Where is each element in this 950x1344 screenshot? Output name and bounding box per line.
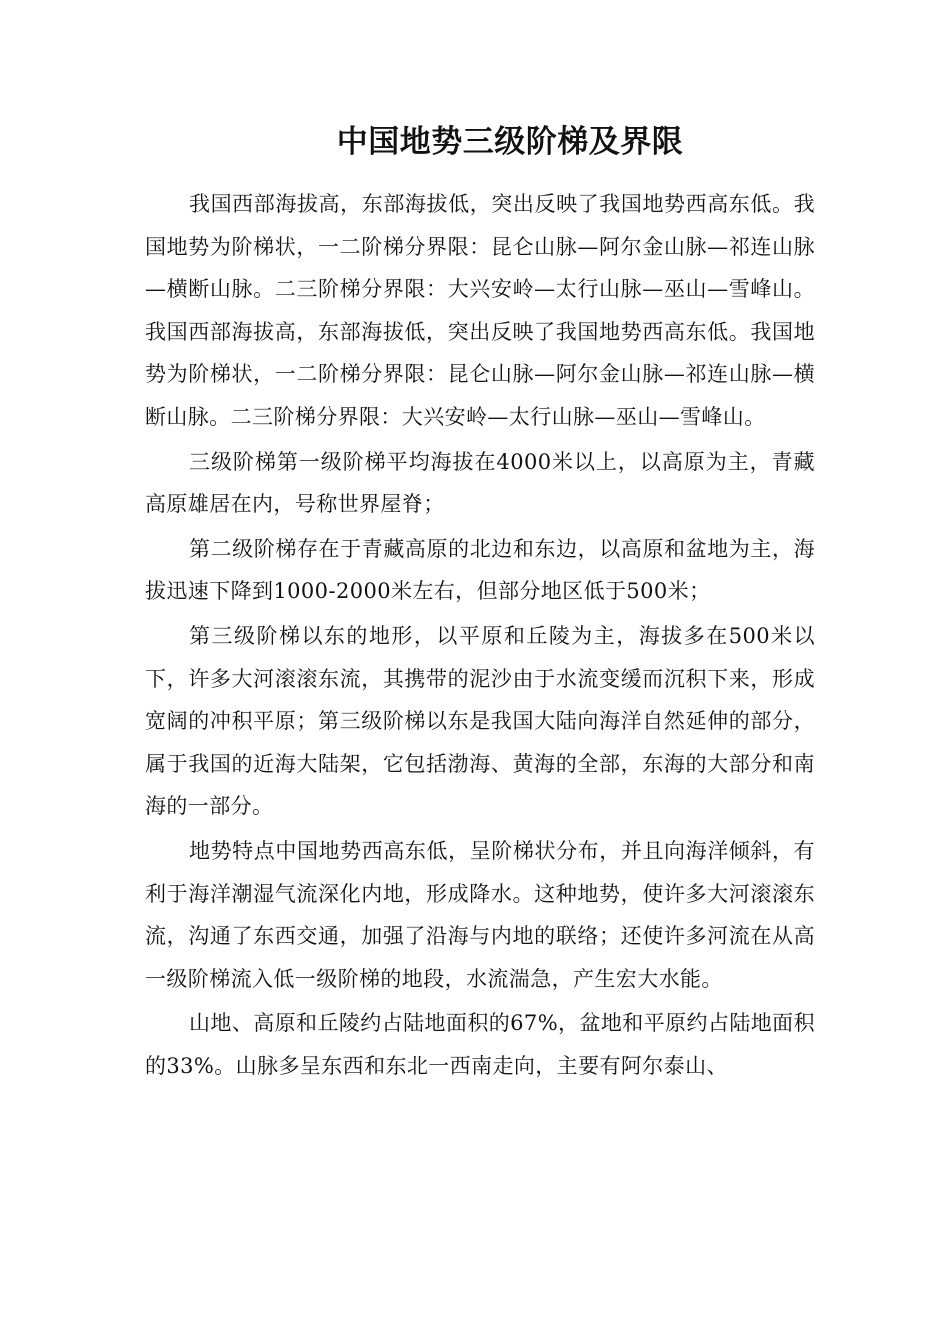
document-title: 中国地势三级阶梯及界限 <box>336 124 684 160</box>
document-body <box>145 183 815 1089</box>
paragraph-third-step: 第三级阶梯以东的地形，以平原和丘陵为主，海拔多在500米以下，许多大河滚滚东流，其携带的泥沙由于水流变缓而沉积下来，形成宽阔的冲积平原；第三级阶梯以东是我国大陆向海洋自然延伸的部分，属于我国的近海大陆架，它包括渤海、黄海的全部，东海的大部分和南海的一部分。 <box>145 623 815 819</box>
paragraph-landform-proportions: 山地、高原和丘陵约占陆地面积的67%，盆地和平原约占陆地面积的33%。山脉多呈东西和东北一西南走向，主要有阿尔泰山、 <box>145 1011 815 1078</box>
paragraph-elevation-overview: 我国西部海拔高，东部海拔低，突出反映了我国地势西高东低。我国地势为阶梯状，一二阶梯分界限：昆仑山脉—阿尔金山脉—祁连山脉—横断山脉。二三阶梯分界限：大兴安岭—太行山脉—巫山—雪峰山。我国西部海拔高，东部海拔低，突出反映了我国地势西高东低。我国地势为阶梯状，一二阶梯分界限：昆仑山脉—阿尔金山脉—祁连山脉—横断山脉。二三阶梯分界限：大兴安岭—太行山脉—巫山—雪峰山。 <box>145 192 815 429</box>
paragraph-second-step: 第二级阶梯存在于青藏高原的北边和东边，以高原和盆地为主，海拔迅速下降到1000-2000米左右，但部分地区低于500米； <box>145 536 815 604</box>
paragraph-first-step: 三级阶梯第一级阶梯平均海拔在4000米以上，以高原为主，青藏高原雄居在内，号称世界屋脊； <box>145 449 815 517</box>
paragraph-terrain-features: 地势特点中国地势西高东低，呈阶梯状分布，并且向海洋倾斜，有利于海洋潮湿气流深化内地，形成降水。这种地势，使许多大河滚滚东流，沟通了东西交通，加强了沿海与内地的联络；还使许多河流在从高一级阶梯流入低一级阶梯的地段，水流湍急，产生宏大水能。 <box>145 838 815 991</box>
